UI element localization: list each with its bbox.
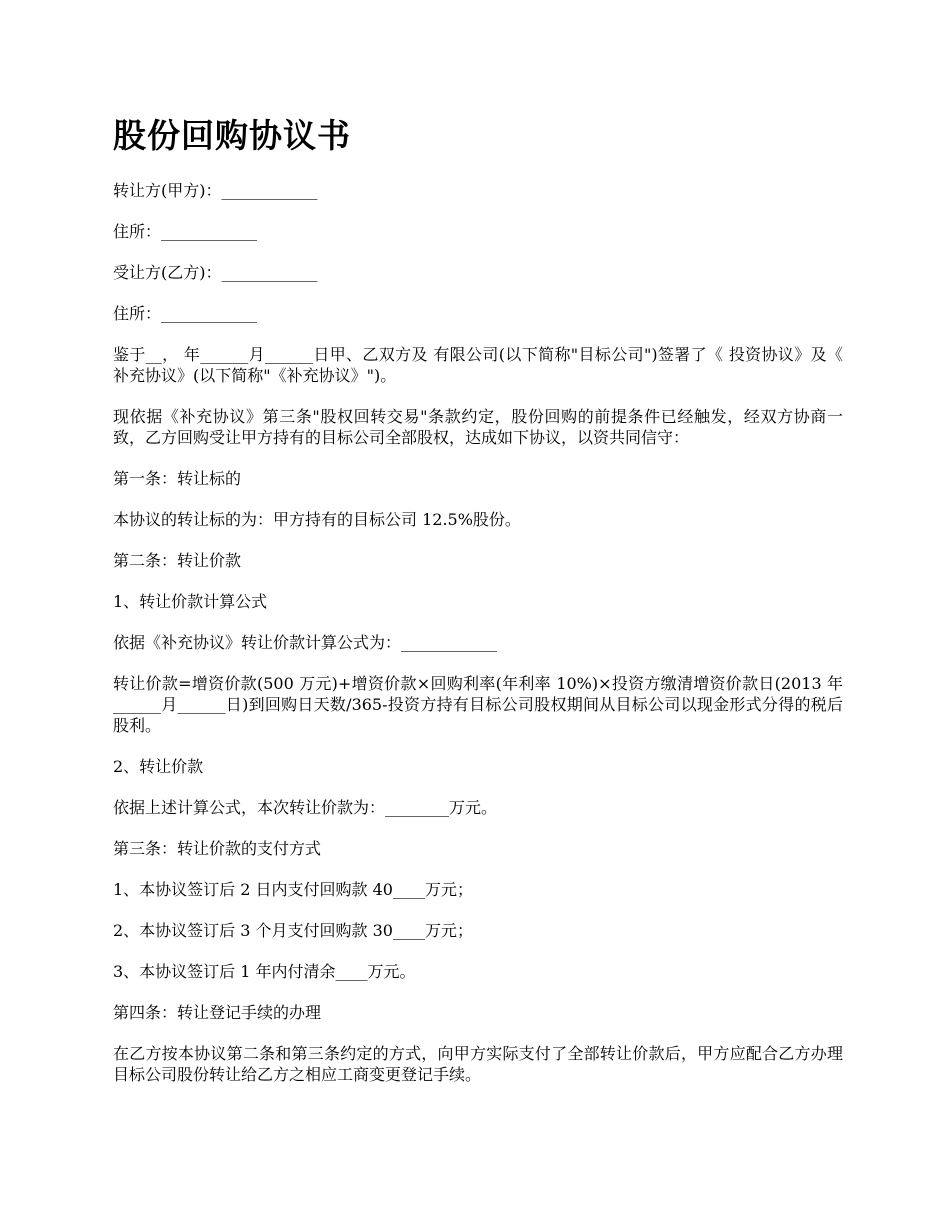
article-2-item-1-heading: 1、转让价款计算公式 (113, 592, 268, 611)
article-1-heading: 第一条：转让标的 (113, 469, 242, 488)
recital-paragraph: 鉴于__， 年______月______日甲、乙双方及 有限公司(以下简称"目标公司")签署了《 投资协议》及《 补充协议》(以下简称"《补充协议》")。 (113, 345, 843, 385)
document-page (113, 112, 843, 1105)
article-4-heading: 第四条：转让登记手续的办理 (113, 1003, 322, 1022)
party-b-address: 住所：____________ (113, 304, 258, 323)
formula-intro: 依据《补充协议》转让价款计算公式为：____________ (113, 633, 498, 652)
article-3-heading: 第三条：转让价款的支付方式 (113, 839, 322, 858)
article-2-item-2-heading: 2、转让价款 (113, 757, 204, 776)
transferee-party-b: 受让方(乙方)：____________ (113, 263, 318, 282)
transferor-party-a: 转让方(甲方)：____________ (113, 181, 318, 200)
payment-item-3: 3、本协议签订后 1 年内付清余____万元。 (113, 962, 416, 981)
transfer-price-statement: 依据上述计算公式，本次转让价款为：________万元。 (113, 798, 498, 817)
article-1-body: 本协议的转让标的为：甲方持有的目标公司 12.5%股份。 (113, 510, 521, 529)
payment-item-1: 1、本协议签订后 2 日内支付回购款 40____万元； (113, 880, 473, 899)
payment-item-2: 2、本协议签订后 3 个月支付回购款 30____万元； (113, 921, 473, 940)
agreement-basis-paragraph: 现依据《补充协议》第三条"股权回转交易"条款约定，股份回购的前提条件已经触发，经双方协商一致，乙方回购受让甲方持有的目标公司全部股权，达成如下协议，以资共同信守： (113, 407, 843, 447)
party-a-address: 住所：____________ (113, 222, 258, 241)
article-4-body: 在乙方按本协议第二条和第三条约定的方式，向甲方实际支付了全部转让价款后，甲方应配合乙方办理目标公司股份转让给乙方之相应工商变更登记手续。 (113, 1044, 843, 1084)
formula-body: 转让价款=增资价款(500 万元)+增资价款×回购利率(年利率 10%)×投资方缴清增资价款日(2013 年______月______日)到回购日天数/365-投资方持有目标公司股权期间从目标公司以现金形式分得的税后股利。 (113, 674, 843, 735)
article-2-heading: 第二条：转让价款 (113, 551, 242, 570)
document-title: 股份回购协议书 (113, 116, 351, 155)
